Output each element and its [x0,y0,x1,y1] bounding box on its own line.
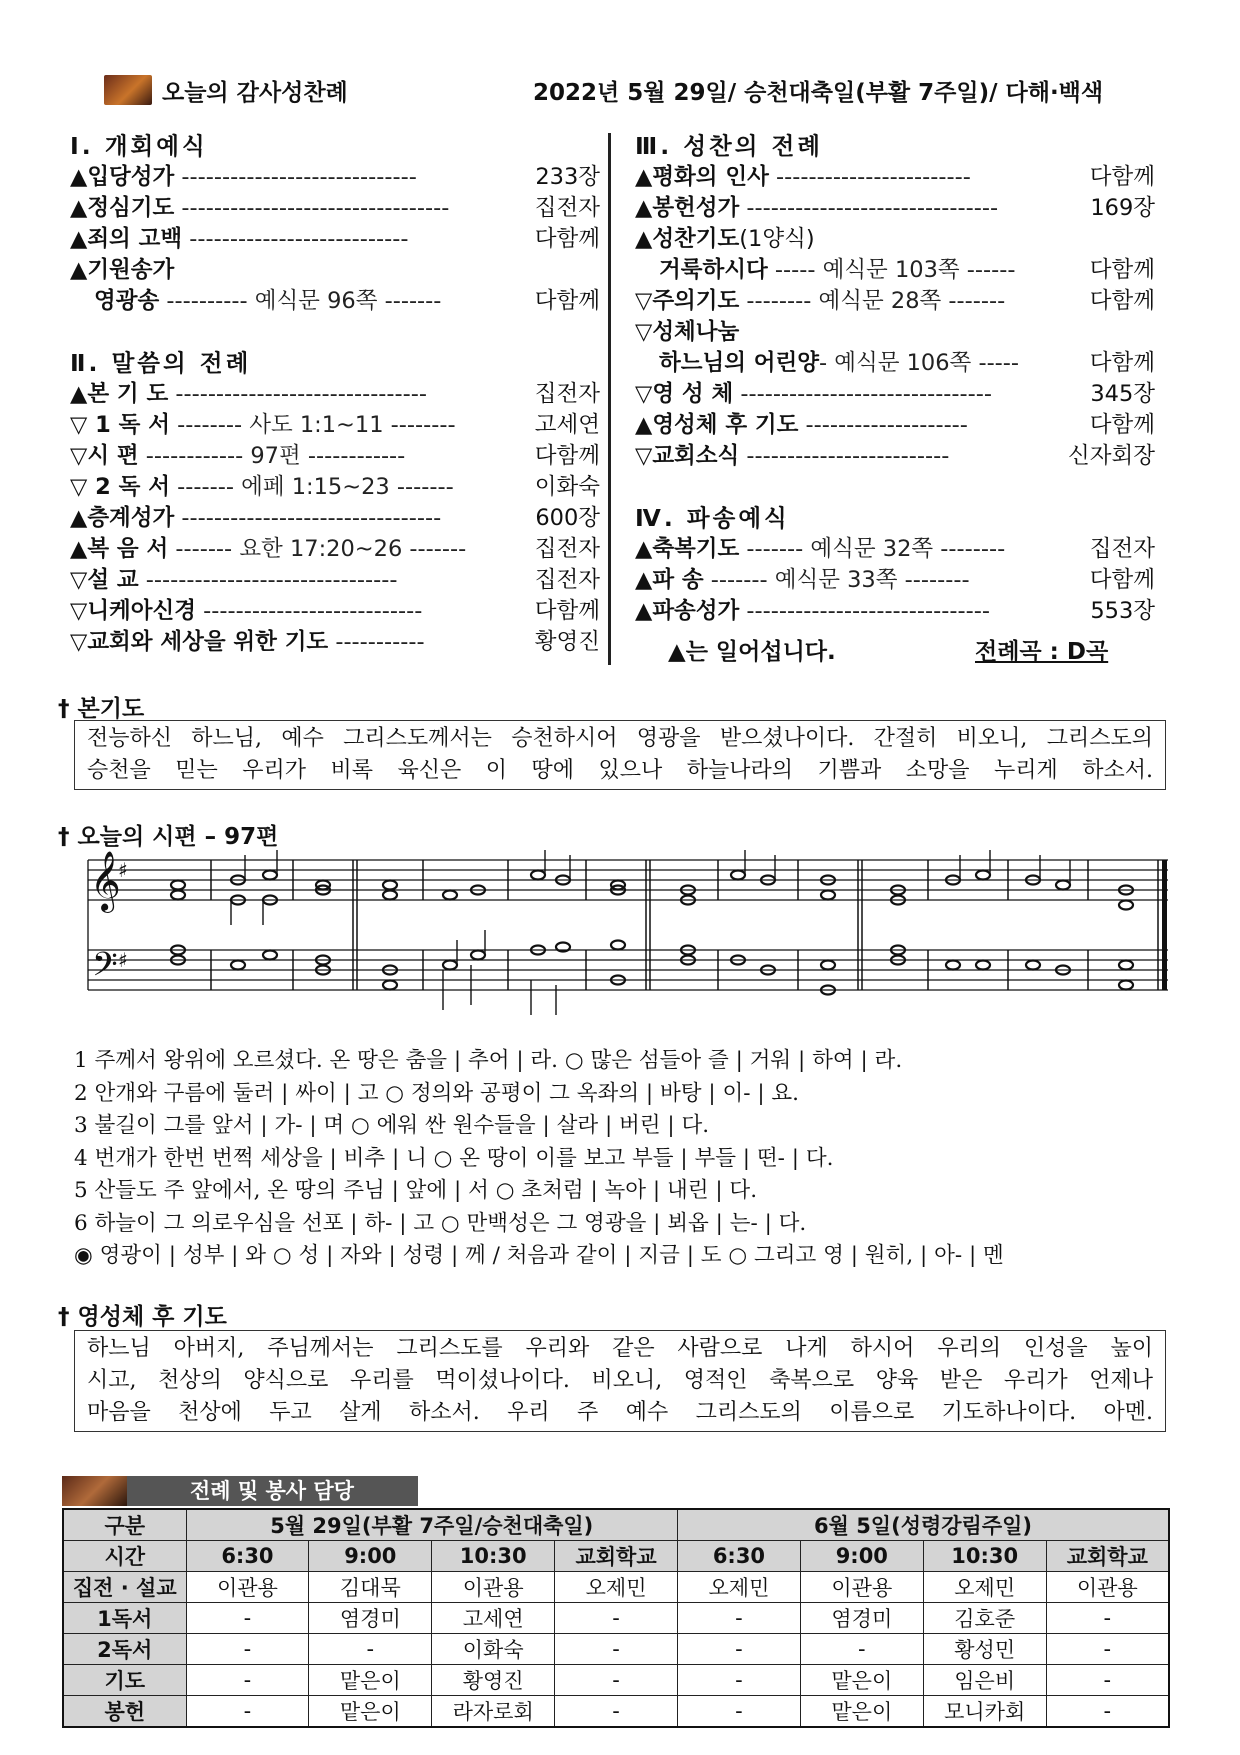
item-detail: - 예식문 106쪽 ----- [818,350,1020,376]
psalm-verse: 4 번개가 한번 번쩍 세상을 | 비추 | 니 ○ 온 땅이 이를 보고 부들 | 부들 | 떤- | 다. [74,1145,834,1171]
item-detail: ------------------------ [768,164,971,190]
item-detail: ------------------------------- [739,195,999,221]
item-label: 설 교 [87,567,139,593]
roster-cell: 이관용 [800,1572,923,1603]
item-label: 영광송 [94,288,160,314]
section-heading: Ⅲ. 성찬의 전례 [635,132,824,160]
item-detail: -------------------- [798,412,968,438]
item-assignee: 집전자 [534,381,600,407]
roster-cell: 황성민 [923,1634,1046,1665]
roster-date-row [63,1509,1169,1541]
posture-mark: ▲ [635,536,653,562]
posture-mark: ▲ [70,226,88,252]
item-label: 하느님의 어린양 [659,350,819,376]
item-detail: --------------------------- [196,598,423,624]
roster-cell: 오제민 [678,1572,801,1603]
item-assignee: 다함께 [534,226,600,252]
item-assignee: 집전자 [534,536,600,562]
roster-cell: 이관용 [1046,1572,1169,1603]
roster-date-2: 6월 5일(성령강림주일) [678,1509,1170,1541]
roster-cell: - [186,1696,309,1728]
roster-cell: - [1046,1696,1169,1728]
item-assignee: 다함께 [1089,288,1155,314]
liturgy-tune: 전례곡 : D곡 [975,639,1109,665]
roster-cell: - [555,1665,678,1696]
item-assignee: 169장 [1090,195,1155,221]
section-heading: Ⅱ. 말씀의 전례 [70,349,252,377]
item-detail: ---------- 예식문 96쪽 ------- [159,288,442,314]
service-date: 2022년 5월 29일/ 승천대축일(부활 7주일)/ 다해·백색 [533,80,1104,106]
roster-cell: 김호준 [923,1603,1046,1634]
order-item [70,193,600,224]
item-assignee: 다함께 [1089,164,1155,190]
item-label: 기원송가 [87,257,175,283]
item-detail: ------------ 97편 ------------ [138,443,406,469]
item-detail: ------------------------------ [739,598,990,624]
posture-mark: ▽ [635,288,653,314]
posture-mark: ▽ [70,443,88,469]
item-label: 교회소식 [652,443,740,469]
bulletin-title: 오늘의 감사성찬례 [162,80,348,106]
roster-title-bar [62,1476,418,1506]
posture-mark: ▲ [70,257,88,283]
roster-role: 봉헌 [63,1696,186,1728]
roster-table [62,1508,1170,1728]
roster-cell: - [1046,1634,1169,1665]
order-item [635,379,1155,410]
posture-mark: ▲ [635,412,653,438]
roster-cell: 오제민 [555,1572,678,1603]
order-item [635,286,1155,317]
item-assignee: 다함께 [1089,350,1155,376]
roster-time: 10:30 [432,1541,555,1572]
item-detail: --------------------------- [182,226,409,252]
psalm-verses [74,1045,1174,1273]
order-item [70,441,600,472]
order-right-column [635,131,1155,627]
posture-mark: ▽ [70,567,88,593]
roster-cell: 이관용 [432,1572,555,1603]
section-gap [70,317,600,348]
item-label: 평화의 인사 [652,164,769,190]
psalm-verse: 2 안개와 구름에 둘러 | 싸이 | 고 ○ 정의와 공평이 그 옥좌의 | 바탕 | 이- | 요. [74,1080,799,1106]
roster-cell: - [1046,1665,1169,1696]
roster-time-row [63,1541,1169,1572]
collect-box [74,720,1166,790]
psalm-verse: 6 하늘이 그 의로우심을 선포 | 하- | 고 ○ 만백성은 그 영광을 | 뵈옵 | 는- | 다. [74,1210,807,1236]
roster-cell: - [186,1603,309,1634]
roster-time: 교회학교 [1046,1541,1169,1572]
roster-cell: 이화숙 [432,1634,555,1665]
item-assignee: 553장 [1090,598,1155,624]
posture-mark: ▽ [635,381,653,407]
roster-cell: - [186,1665,309,1696]
roster-cell: 김대묵 [309,1572,432,1603]
order-item [635,255,1155,286]
item-label: 주의기도 [652,288,740,314]
posture-mark: ▲ [70,381,88,407]
roster-cell: 맡은이 [309,1696,432,1728]
roster-cell: - [555,1603,678,1634]
item-label: 본 기 도 [87,381,169,407]
roster-cell: 맡은이 [800,1665,923,1696]
roster-row [63,1665,1169,1696]
item-detail: ------- 예식문 32쪽 -------- [739,536,1006,562]
roster-role: 집전 · 설교 [63,1572,186,1603]
posture-mark: ▽ [70,598,88,624]
item-label: 성찬기도 [652,226,740,252]
order-item [635,565,1155,596]
item-assignee: 이화숙 [534,474,600,500]
roster-cell: - [1046,1603,1169,1634]
item-detail: ------- 예식문 33쪽 -------- [703,567,970,593]
roster-time: 9:00 [309,1541,432,1572]
posture-mark: ▽ [635,319,653,345]
posture-mark: ▲ [635,195,653,221]
collect-line: 승천을 믿는 우리가 비록 육신은 이 땅에 있으나 하늘나라의 기쁨과 소망을 누리게 하소서. [87,758,1153,783]
order-item [635,317,1155,348]
roster-time: 10:30 [923,1541,1046,1572]
roster-cell: - [678,1696,801,1728]
item-label: 죄의 고백 [87,226,183,252]
roster-time: 9:00 [800,1541,923,1572]
order-left-column [70,131,600,658]
posture-mark: ▲ [635,164,653,190]
item-assignee: 황영진 [534,629,600,655]
roster-cell: 염경미 [309,1603,432,1634]
section-gap [635,472,1155,503]
order-item [70,162,600,193]
roster-cell: 라자로회 [432,1696,555,1728]
item-label: 2 독 서 [87,474,170,500]
roster-role: 기도 [63,1665,186,1696]
roster-cell: 맡은이 [309,1665,432,1696]
item-assignee: 다함께 [534,288,600,314]
order-item [70,410,600,441]
roster-cell: - [800,1634,923,1665]
standing-note: ▲는 일어섭니다. [668,639,836,665]
order-item [635,596,1155,627]
order-item [70,379,600,410]
item-detail: ------------------------------- [168,381,428,407]
item-label: 거룩하시다 [659,257,768,283]
svg-text:♯: ♯ [118,948,128,972]
roster-cell: 고세연 [432,1603,555,1634]
roster-row [63,1696,1169,1728]
item-assignee: 600장 [535,505,600,531]
item-label: 축복기도 [652,536,740,562]
header-picture-icon [104,75,152,105]
collect-line: 전능하신 하느님, 예수 그리스도께서는 승천하시어 영광을 받으셨나이다. 간절히 비오니, 그리스도의 [87,726,1153,751]
item-detail: -------- 예식문 28쪽 ------- [739,288,1006,314]
item-label: 파송성가 [652,598,740,624]
item-assignee: 고세연 [534,412,600,438]
item-label: 봉헌성가 [652,195,740,221]
item-detail: ------------------------------- [733,381,993,407]
order-item [635,224,1155,255]
svg-text:𝄞: 𝄞 [90,851,121,911]
posture-mark: ▽ [70,412,88,438]
item-label: 파 송 [652,567,704,593]
section-heading: Ⅰ. 개회예식 [70,132,208,160]
roster-cell: 오제민 [923,1572,1046,1603]
roster-row [63,1634,1169,1665]
order-item [70,503,600,534]
order-item [70,565,600,596]
psalm-verse: 1 주께서 왕위에 오르셨다. 온 땅은 춤을 | 추어 | 라. ○ 많은 섬들아 즐 | 거워 | 하여 | 라. [74,1048,903,1073]
item-assignee: 233장 [535,164,600,190]
order-item [70,534,600,565]
posture-mark: ▲ [635,598,653,624]
item-detail: ------- 요한 17:20~26 ------- [168,536,467,562]
roster-cell: - [186,1634,309,1665]
order-item [635,441,1155,472]
item-assignee: 신자회장 [1068,443,1155,469]
item-detail: ----------------------------- [174,164,417,190]
order-item [70,255,600,286]
item-label: 입당성가 [87,164,175,190]
postcommunion-heading: † 영성체 후 기도 [58,1304,227,1330]
roster-role: 1독서 [63,1603,186,1634]
order-item [70,224,600,255]
roster-cell: 맡은이 [800,1696,923,1728]
roster-time: 6:30 [186,1541,309,1572]
postcommunion-line: 마음을 천상에 두고 살게 하소서. 우리 주 예수 그리스도의 이름으로 기도하나이다. 아멘. [87,1400,1153,1425]
posture-mark: ▽ [635,443,653,469]
item-assignee: 다함께 [534,443,600,469]
item-extra: (1양식) [739,226,815,252]
roster-row [63,1603,1169,1634]
postcommunion-line: 시고, 천상의 양식으로 우리를 먹이셨나이다. 비오니, 영적인 축복으로 양육 받은 우리가 언제나 [87,1368,1153,1393]
item-detail: -------------------------------- [174,505,442,531]
item-detail: --------------------------------- [174,195,450,221]
item-assignee: 다함께 [1089,567,1155,593]
item-assignee: 집전자 [534,195,600,221]
posture-mark: ▲ [635,226,653,252]
order-item [635,534,1155,565]
item-label: 정심기도 [87,195,175,221]
posture-mark: ▲ [635,567,653,593]
item-assignee: 다함께 [1089,412,1155,438]
section-heading: Ⅳ. 파송예식 [635,504,790,532]
roster-cell: 이관용 [186,1572,309,1603]
roster-cell: - [678,1634,801,1665]
order-item [635,162,1155,193]
item-label: 복 음 서 [87,536,169,562]
roster-cell: 임은비 [923,1665,1046,1696]
roster-title: 전례 및 봉사 담당 [190,1479,354,1503]
item-label: 시 편 [87,443,139,469]
item-label: 영 성 체 [652,381,734,407]
psalm-verse: ◉ 영광이 | 성부 | 와 ○ 성 | 자와 | 성령 | 께 / 처음과 같이 | 지금 | 도 ○ 그리고 영 | 원히, | 아- | 멘 [74,1243,1004,1268]
order-item [635,410,1155,441]
svg-text:♯: ♯ [118,858,128,882]
item-label: 성체나눔 [652,319,740,345]
item-label: 교회와 세상을 위한 기도 [87,629,329,655]
roster-corner: 구분 [63,1509,186,1541]
order-item [70,596,600,627]
order-item [635,193,1155,224]
posture-mark: ▲ [70,195,88,221]
posture-mark: ▽ [70,474,88,500]
order-item [70,627,600,658]
roster-date-1: 5월 29일(부활 7주일/승천대축일) [186,1509,678,1541]
posture-mark: ▲ [70,164,88,190]
psalm-heading: † 오늘의 시편 – 97편 [58,824,279,850]
roster-time-label: 시간 [63,1541,186,1572]
order-item [70,286,600,317]
roster-cell: - [678,1665,801,1696]
collect-heading: † 본기도 [58,696,145,722]
roster-cell: - [309,1634,432,1665]
item-assignee: 집전자 [1089,536,1155,562]
item-detail: ------- 에페 1:15~23 ------- [169,474,454,500]
postcommunion-box [74,1330,1166,1432]
roster-time: 교회학교 [555,1541,678,1572]
roster-time: 6:30 [678,1541,801,1572]
order-item [635,348,1155,379]
item-assignee: 다함께 [534,598,600,624]
roster-cell: 염경미 [800,1603,923,1634]
item-detail: ----- 예식문 103쪽 ------ [767,257,1016,283]
roster-cell: - [555,1696,678,1728]
item-label: 층계성가 [87,505,175,531]
item-detail: -------- 사도 1:1~11 -------- [169,412,456,438]
item-detail: ----------- [328,629,425,655]
roster-cell: - [678,1603,801,1634]
order-item [70,472,600,503]
posture-mark: ▲ [70,536,88,562]
item-assignee: 집전자 [534,567,600,593]
item-detail: ------------------------- [739,443,950,469]
psalm-chant-score [78,850,1178,1020]
item-label: 1 독 서 [87,412,170,438]
item-assignee: 다함께 [1089,257,1155,283]
roster-cell: 황영진 [432,1665,555,1696]
item-assignee: 345장 [1090,381,1155,407]
item-label: 니케아신경 [87,598,196,624]
roster-picture-icon [62,1476,127,1506]
posture-mark: ▲ [70,505,88,531]
psalm-verse: 3 불길이 그를 앞서 | 가- | 며 ○ 에워 싼 원수들을 | 살라 | 버린 | 다. [74,1113,710,1138]
svg-text:𝄢: 𝄢 [92,946,118,992]
roster-row [63,1572,1169,1603]
postcommunion-line: 하느님 아버지, 주님께서는 그리스도를 우리와 같은 사람으로 나게 하시어 우리의 인성을 높이 [87,1336,1153,1361]
psalm-verse: 5 산들도 주 앞에서, 온 땅의 주님 | 앞에 | 서 ○ 초처럼 | 녹아 | 내린 | 다. [74,1178,758,1203]
roster-cell: 모니카회 [923,1696,1046,1728]
column-divider [608,133,611,665]
roster-role: 2독서 [63,1634,186,1665]
item-detail: ------------------------------- [138,567,398,593]
roster-cell: - [555,1634,678,1665]
item-label: 영성체 후 기도 [652,412,799,438]
posture-mark: ▽ [70,629,88,655]
